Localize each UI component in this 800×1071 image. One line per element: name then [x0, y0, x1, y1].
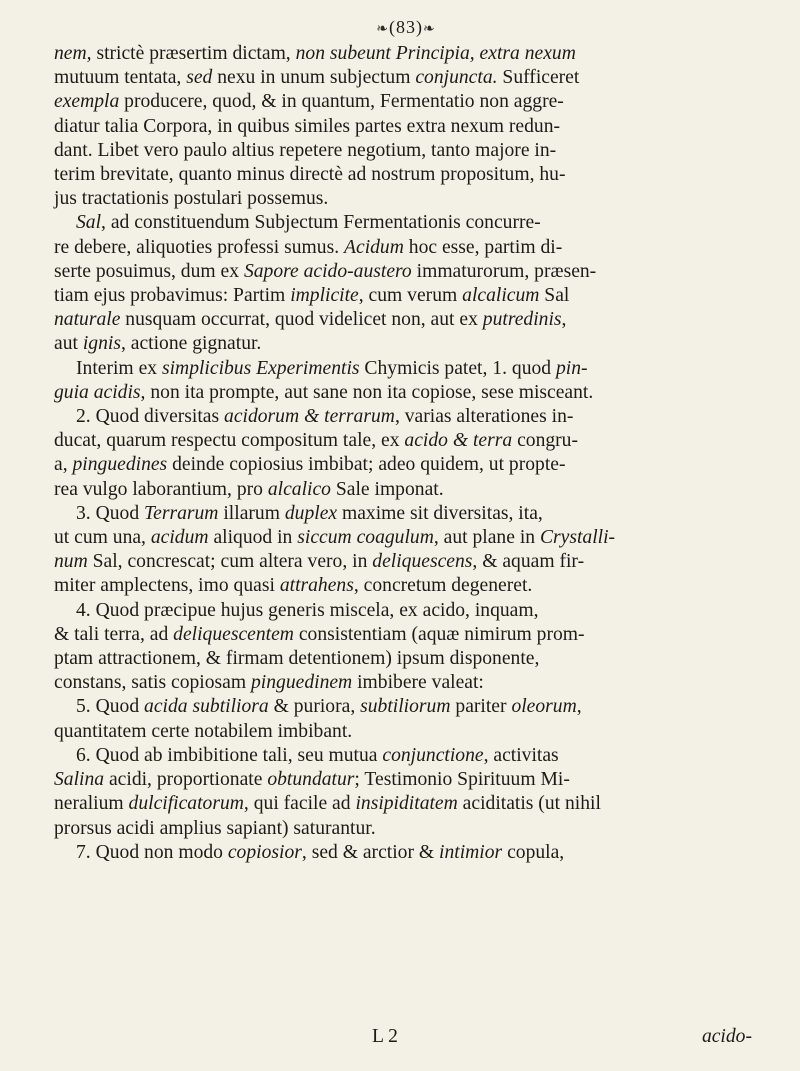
text-line: ptam attractionem, & firmam detentionem) ipsum disponente,	[54, 648, 540, 670]
text-line: rea vulgo laborantium, pro alcalico Sale imponat.	[54, 478, 444, 500]
text-line: serte posuimus, dum ex Sapore acido-austero immaturorum, præsen-	[54, 260, 597, 282]
text-line: quantitatem certe notabilem imbibant.	[54, 720, 353, 742]
text-line: ut cum una, acidum aliquod in siccum coagulum, aut plane in Crystalli-	[54, 527, 616, 549]
text-line: Salina acidi, proportionate obtundatur; Testimonio Spirituum Mi-	[54, 769, 570, 791]
text-line: diatur talia Corpora, in quibus similes partes extra nexum redun-	[54, 115, 561, 137]
text-line: dant. Libet vero paulo altius repetere negotium, tanto majore in-	[54, 139, 557, 161]
text-line: tiam ejus probavimus: Partim implicite, cum verum alcalicum Sal	[54, 285, 570, 307]
text-line: 7. Quod non modo copiosior, sed & arctior & intimior copula,	[76, 841, 565, 863]
text-line: & tali terra, ad deliquescentem consistentiam (aquæ nimirum prom-	[54, 623, 585, 645]
text-line: naturale nusquam occurrat, quod videlicet non, aut ex putredinis,	[54, 309, 567, 331]
text-line: re debere, aliquoties professi sumus. Acidum hoc esse, partim di-	[54, 236, 563, 258]
text-line: 2. Quod diversitas acidorum & terrarum, varias alterationes in-	[76, 406, 574, 428]
text-line: num Sal, concrescat; cum altera vero, in deliquescens, & aquam fir-	[54, 551, 585, 573]
page-number: (83)	[389, 17, 423, 37]
text-line: neralium dulcificatorum, qui facile ad insipiditatem aciditatis (ut nihil	[54, 793, 601, 815]
text-line: Sal, ad constituendum Subjectum Fermentationis concurre-	[76, 212, 541, 234]
ornament-right-icon: ❧	[423, 22, 436, 37]
body-text	[54, 42, 758, 865]
text-line: 3. Quod Terrarum illarum duplex maxime sit diversitas, ita,	[76, 502, 543, 524]
text-line: exempla producere, quod, & in quantum, Fermentatio non aggre-	[54, 91, 564, 113]
page-footer	[0, 1026, 800, 1054]
text-line: miter amplectens, imo quasi attrahens, concretum degeneret.	[54, 575, 533, 597]
text-line: nem, strictè præsertim dictam, non subeunt Principia, extra nexum	[54, 43, 576, 64]
catchword: acido-	[701, 1026, 752, 1047]
text-line: constans, satis copiosam pinguedinem imbibere valeat:	[54, 672, 484, 694]
text-line: terim brevitate, quanto minus directè ad nostrum propositum, hu-	[54, 164, 566, 186]
text-line: guia acidis, non ita prompte, aut sane non ita copiose, sese misceant.	[54, 381, 594, 403]
text-line: aut ignis, actione gignatur.	[54, 333, 262, 355]
text-line: 5. Quod acida subtiliora & puriora, subtiliorum pariter oleorum,	[76, 696, 582, 718]
text-line: ducat, quarum respectu compositum tale, ex acido & terra congru-	[54, 430, 579, 452]
text-line: a, pinguedines deinde copiosius imbibat; adeo quidem, ut propte-	[54, 454, 566, 476]
ornament-left-icon: ❧	[376, 22, 389, 37]
text-line: 4. Quod præcipue hujus generis miscela, ex acido, inquam,	[76, 599, 539, 621]
signature-mark: L 2	[372, 1026, 398, 1047]
page-header	[54, 14, 758, 40]
text-line: jus tractationis postulari possemus.	[54, 188, 329, 210]
text-line: mutuum tentata, sed nexu in unum subjectum conjuncta. Sufficeret	[54, 67, 580, 89]
text-line: 6. Quod ab imbibitione tali, seu mutua conjunctione, activitas	[76, 744, 559, 766]
text-line: prorsus acidi amplius sapiant) saturantur.	[54, 817, 376, 839]
text-line: Interim ex simplicibus Experimentis Chymicis patet, 1. quod pin-	[76, 357, 588, 379]
